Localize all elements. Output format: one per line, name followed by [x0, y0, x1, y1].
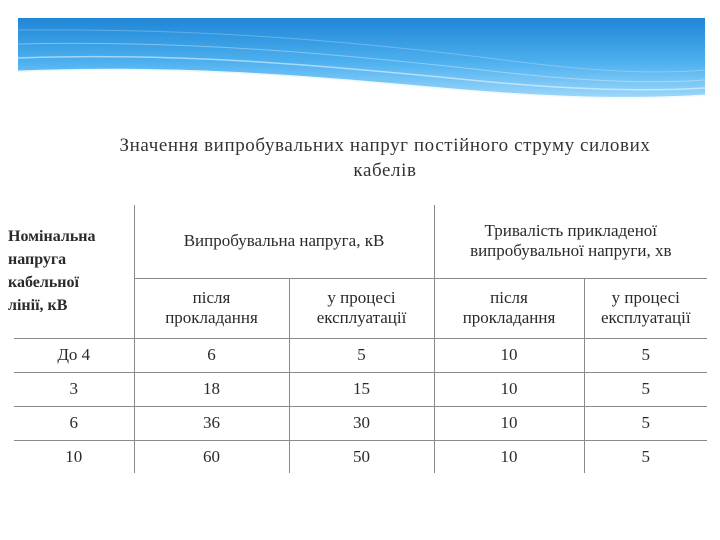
table-cell: 50	[289, 440, 434, 473]
table-cell: 5	[584, 338, 707, 372]
table-cell: 36	[134, 406, 289, 440]
table-cell: 10	[434, 338, 584, 372]
table-row	[14, 406, 707, 440]
table-cell: 5	[584, 372, 707, 406]
table-cell: 10	[434, 406, 584, 440]
table-cell: До 4	[14, 338, 134, 372]
title-line-2: кабелів	[353, 160, 417, 181]
table-cell: 30	[289, 406, 434, 440]
table-cell: 18	[134, 372, 289, 406]
table-cell: 6	[134, 338, 289, 372]
table-row	[14, 338, 707, 372]
table-row	[14, 372, 707, 406]
table-cell: 6	[14, 406, 134, 440]
nominal-voltage-header: Номінальна напруга кабельної лінії, кВ	[14, 205, 134, 338]
table-cell: 10	[434, 440, 584, 473]
subheader-in-operation: у процесі експлуатації	[289, 278, 434, 338]
test-voltage-header: Випробувальна напруга, кВ	[134, 205, 434, 278]
subheader-after-laying-duration: після прокладання	[434, 278, 584, 338]
subheader-after-laying: після прокладання	[134, 278, 289, 338]
page-title	[70, 133, 700, 183]
table-cell: 5	[584, 440, 707, 473]
table-row	[14, 440, 707, 473]
title-line-1: Значення випробувальних напруг постійного струму силових	[119, 135, 651, 156]
duration-header: Тривалість прикладеної випробувальної напруги, хв	[434, 205, 707, 278]
table-cell: 10	[434, 372, 584, 406]
table-cell: 10	[14, 440, 134, 473]
subheader-in-operation-duration: у процесі експлуатації	[584, 278, 707, 338]
table-cell: 60	[134, 440, 289, 473]
table-cell: 5	[289, 338, 434, 372]
decorative-banner	[0, 0, 720, 120]
test-voltage-table	[8, 205, 707, 473]
table-header-row	[14, 205, 707, 278]
table-cell: 3	[14, 372, 134, 406]
table-cell: 5	[584, 406, 707, 440]
table-cell: 15	[289, 372, 434, 406]
